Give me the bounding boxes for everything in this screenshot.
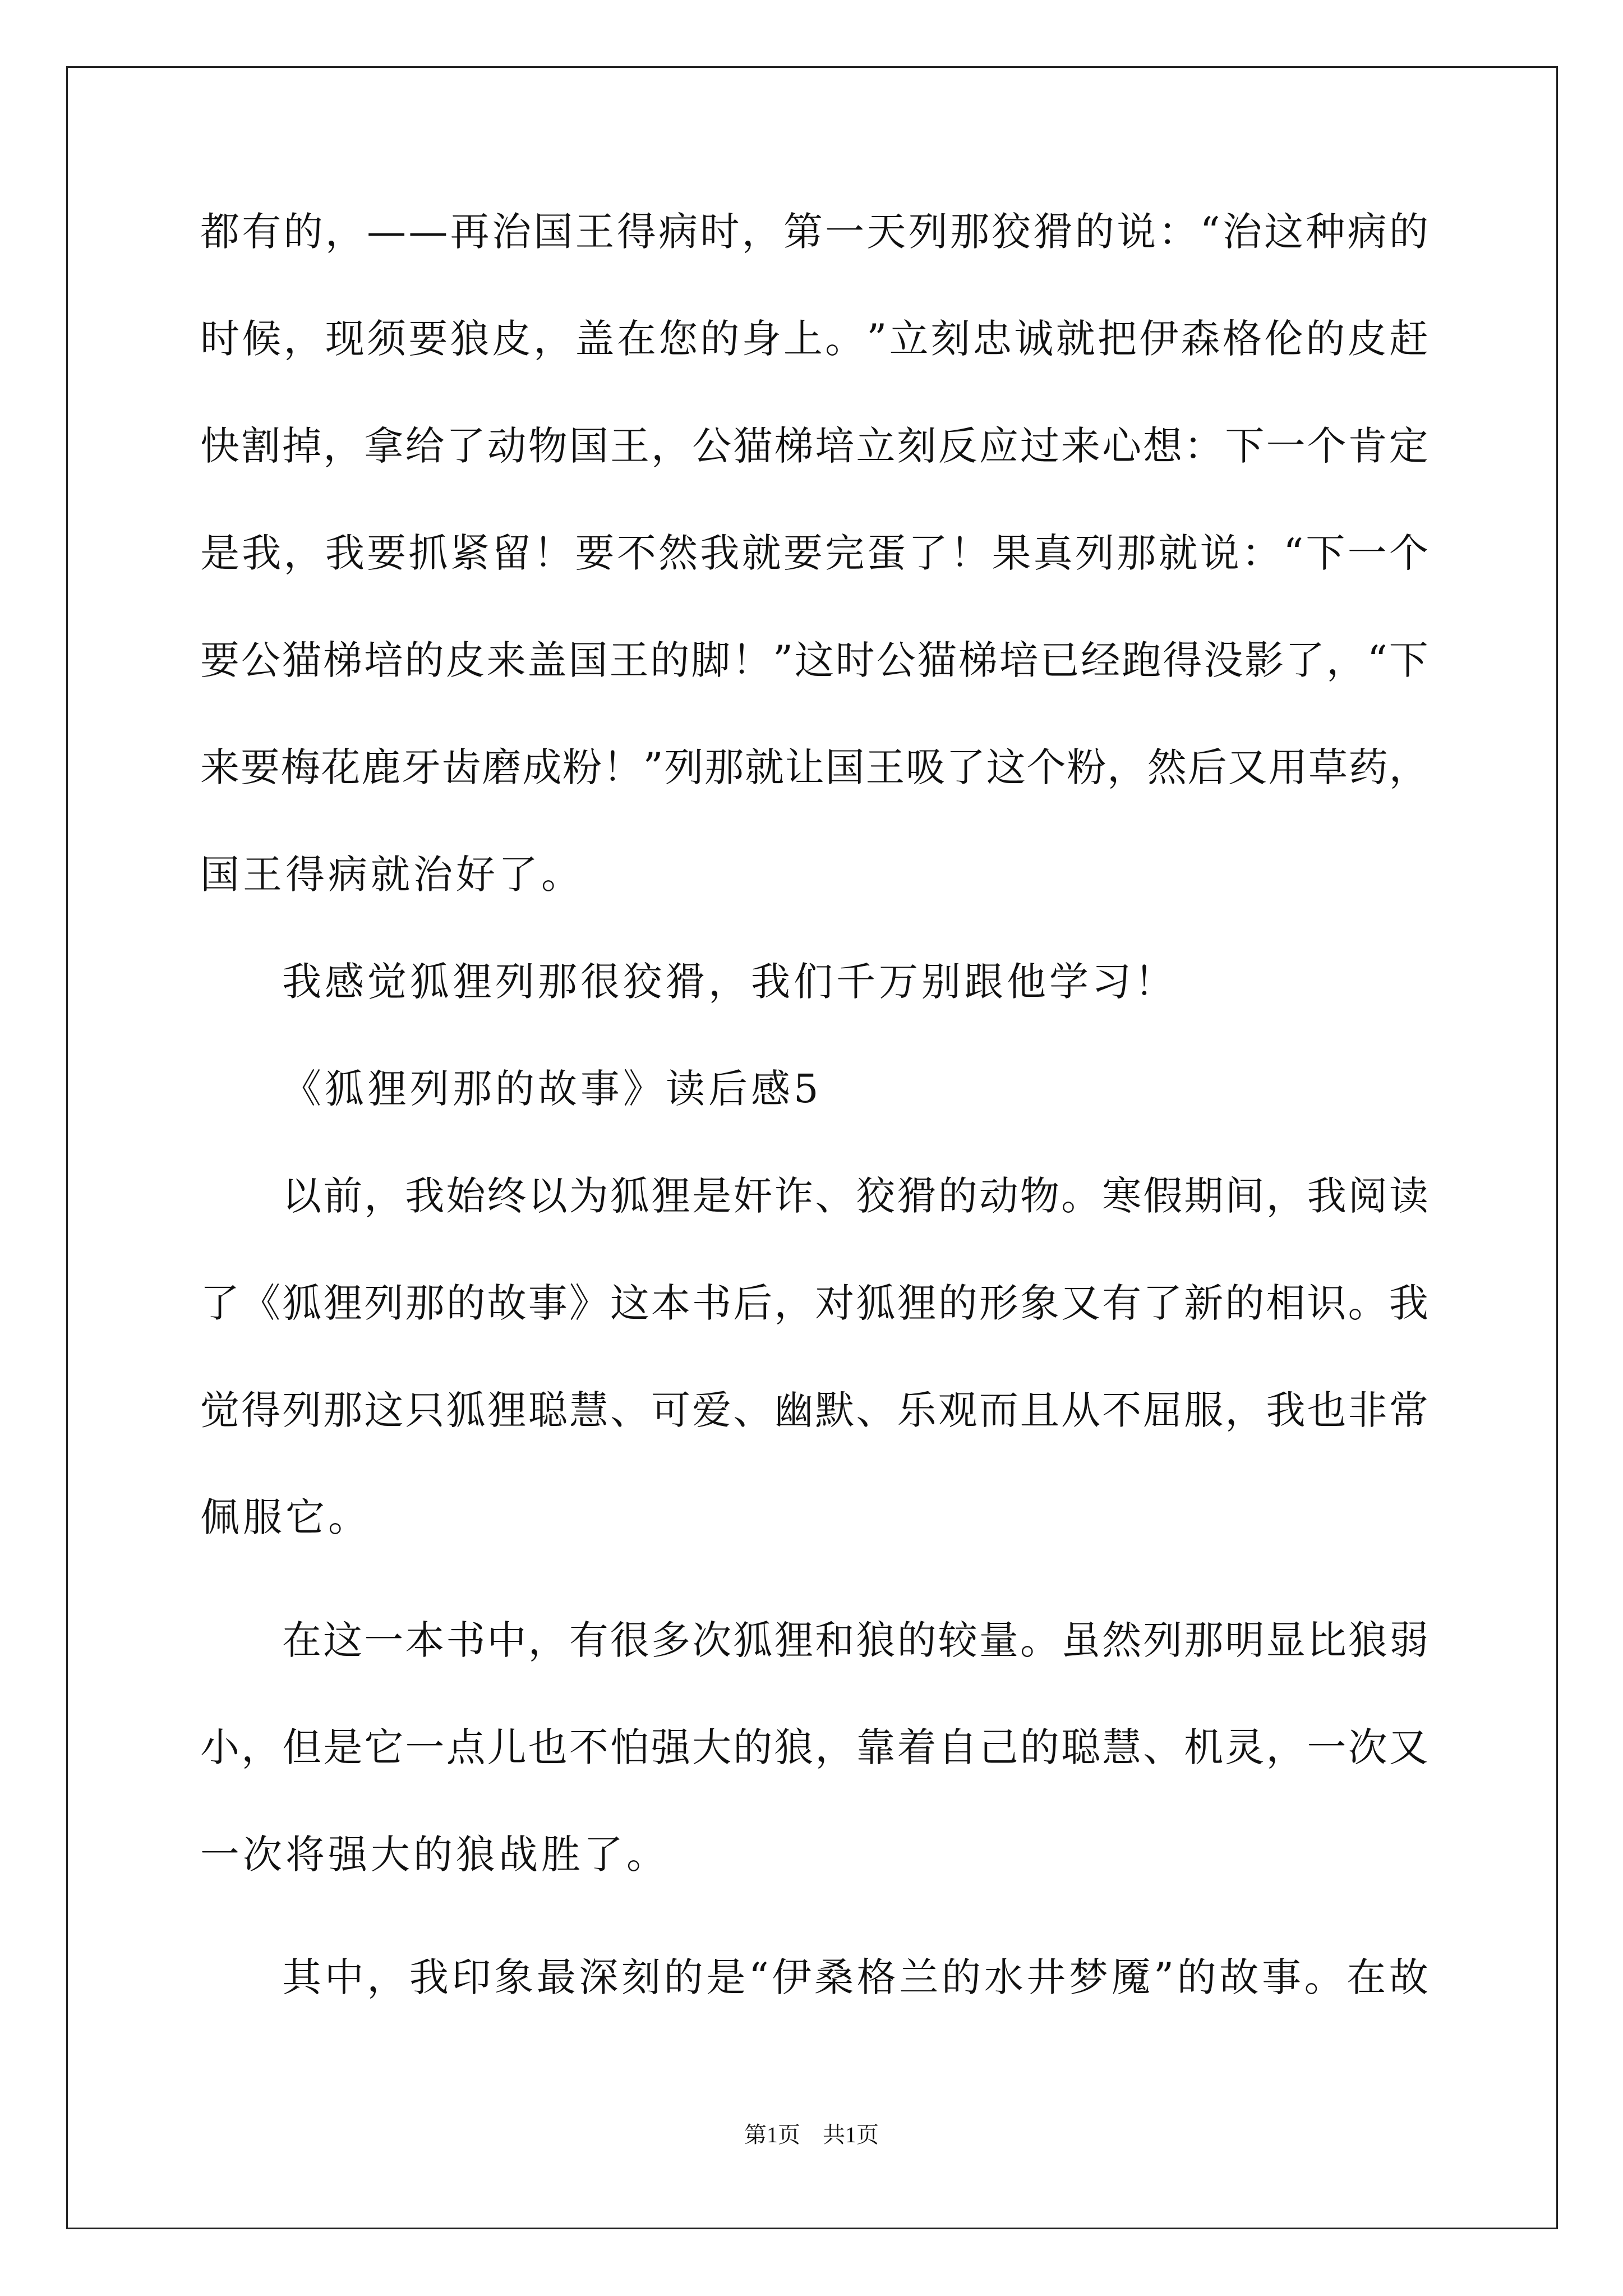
text-line: 我感觉狐狸列那很狡猾，我们千万别跟他学习！ <box>282 959 1177 1005</box>
text-line: 来 要 梅 花 鹿 牙 齿 磨 成 粉 ！ ” 列 那 就 让 国 王 吸 了 这 个 粉 ， 然 后 又 用 草 药 ， <box>200 744 1428 790</box>
text-line: 其 中 ， 我 印 象 最 深 刻 的 是 “ 伊 桑 格 兰 的 水 井 梦 魇 ” 的 故 事 。 在 故 <box>282 1954 1428 2000</box>
text-line: 觉 得 列 那 这 只 狐 狸 聪 慧 、 可 爱 、 幽 默 、 乐 观 而 且 从 不 屈 服 ， 我 也 非 常 <box>200 1387 1428 1433</box>
text-line: 是 我 ， 我 要 抓 紧 留 ！ 要 不 然 我 就 要 完 蛋 了 ！ 果 真 列 那 就 说 ： “ 下 一 个 <box>200 530 1428 576</box>
text-line: 快 割 掉 ， 拿 给 了 动 物 国 王 ， 公 猫 梯 培 立 刻 反 应 过 来 心 想 ： 下 一 个 肯 定 <box>200 423 1428 469</box>
text-line: 要 公 猫 梯 培 的 皮 来 盖 国 王 的 脚 ！ ” 这 时 公 猫 梯 培 已 经 跑 得 没 影 了 ， “ 下 <box>200 637 1428 683</box>
document-body <box>200 209 1428 2065</box>
page-footer <box>0 2124 1623 2146</box>
text-line: 在 这 一 本 书 中 ， 有 很 多 次 狐 狸 和 狼 的 较 量 。 虽 然 列 那 明 显 比 狼 弱 <box>282 1617 1428 1663</box>
text-line: 了 《 狐 狸 列 那 的 故 事 》 这 本 书 后 ， 对 狐 狸 的 形 象 又 有 了 新 的 相 识 。 我 <box>200 1280 1428 1326</box>
text-line: 国王得病就治好了。 <box>200 852 584 898</box>
text-line: 佩服它。 <box>200 1494 371 1540</box>
text-line: 时 候 ， 现 须 要 狼 皮 ， 盖 在 您 的 身 上 。 ” 立 刻 忠 诚 就 把 伊 森 格 伦 的 皮 赶 <box>200 316 1428 362</box>
section-heading <box>200 1066 1428 1176</box>
paragraph <box>200 959 1428 1069</box>
paragraph <box>200 1617 1428 1942</box>
paragraph <box>200 209 1428 962</box>
paragraph <box>200 1173 1428 1605</box>
text-line: 以 前 ， 我 始 终 以 为 狐 狸 是 奸 诈 、 狡 猾 的 动 物 。 寒 假 期 间 ， 我 阅 读 <box>282 1173 1428 1219</box>
text-line: 小 ， 但 是 它 一 点 儿 也 不 怕 强 大 的 狼 ， 靠 着 自 己 的 聪 慧 、 机 灵 ， 一 次 又 <box>200 1724 1428 1770</box>
paragraph <box>200 1954 1428 2065</box>
page-number-label: 第1页 共1页 <box>744 2122 879 2147</box>
text-line: 一次将强大的狼战胜了。 <box>200 1832 669 1878</box>
heading-text: 《狐狸列那的故事》读后感5 <box>282 1066 822 1112</box>
text-line: 都 有 的 ， — — 再 治 国 王 得 病 时 ， 第 一 天 列 那 狡 猾 的 说 ： “ 治 这 种 病 的 <box>200 209 1428 255</box>
